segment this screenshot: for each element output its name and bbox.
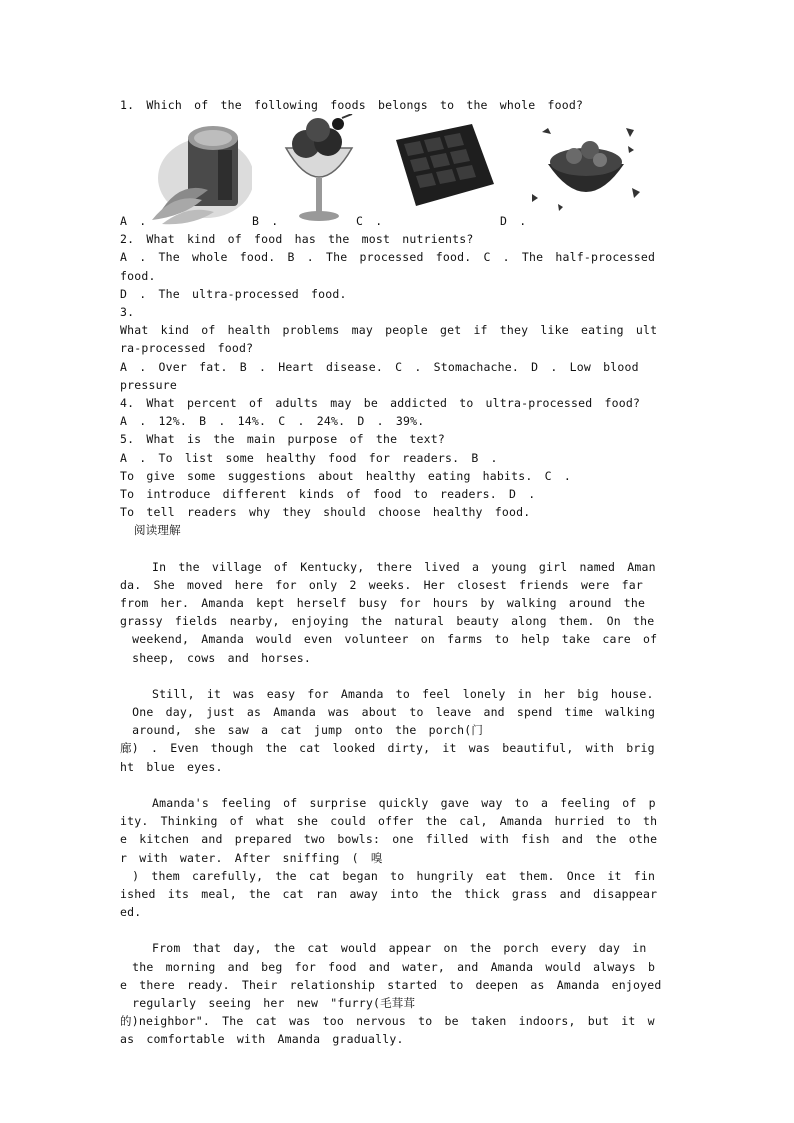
passage-line: In the village of Kentucky, there lived a young girl named Aman <box>152 559 656 574</box>
section-title: 阅读理解 <box>134 523 181 538</box>
question-5-options-line1: A . To list some healthy food for readers. B . <box>120 450 498 465</box>
option-c-label: C . <box>356 214 383 228</box>
option-d-label: D . <box>500 214 527 228</box>
passage-line: One day, just as Amanda was about to leave and spend time walking <box>120 705 656 720</box>
bowl-of-nuts-image <box>528 124 646 220</box>
passage-line: r with water. After sniffing ( 嗅 <box>120 850 383 865</box>
passage-line: weekend, Amanda would even volunteer on farms to help take care of <box>120 632 658 647</box>
chocolate-bar-image <box>388 120 500 212</box>
passage-line: ity. Thinking of what she could offer the cal, Amanda hurried to th <box>120 814 658 829</box>
passage-line: 的)neighbor". The cat was too nervous to be taken indoors, but it w <box>120 1014 655 1029</box>
passage-line: 廊) . Even though the cat looked dirty, it was beautiful, with brig <box>120 741 655 756</box>
passage-line: ed. <box>120 905 142 920</box>
passage-line: da. She moved here for only 2 weeks. Her closest friends were far <box>120 577 644 592</box>
question-2-options-line1: A . The whole food. B . The processed food. C . The half-processed food. <box>120 250 668 283</box>
passage-line: ished its meal, the cat ran away into the thick grass and disappear <box>120 886 658 901</box>
option-b-label: B . <box>252 214 279 228</box>
question-3-stem-line2: ra-processed food? <box>120 341 254 356</box>
passage-paragraph-2 <box>120 685 676 776</box>
passage-line: grassy fields nearby, enjoying the natural beauty along them. On the <box>120 614 655 629</box>
question-5-options-line2: To give some suggestions about healthy eating habits. C . <box>120 468 572 483</box>
question-4-options: A . 12%. B . 14%. C . 24%. D . 39%. <box>120 414 425 429</box>
passage-paragraph-3 <box>120 794 676 921</box>
question-3-number: 3. <box>120 305 135 320</box>
ice-cream-sundae-image <box>276 114 362 226</box>
passage-line: Amanda's feeling of surprise quickly gave way to a feeling of p <box>152 795 656 810</box>
passage-line: around, she saw a cat jump onto the porch(门 <box>120 723 484 738</box>
passage-line: e kitchen and prepared two bowls: one filled with fish and the othe <box>120 832 658 847</box>
passage-line: e there ready. Their relationship started to deepen as Amanda enjoyed <box>120 977 662 992</box>
question-5-options-line3: To introduce different kinds of food to readers. D . <box>120 487 536 502</box>
passage-line: From that day, the cat would appear on the porch every day in <box>152 941 647 956</box>
question-3-options: A . Over fat. B . Heart disease. C . Stomachache. D . Low blood pressure <box>120 359 651 392</box>
passage-line: as comfortable with Amanda gradually. <box>120 1032 404 1047</box>
passage-line: ht blue eyes. <box>120 759 223 774</box>
option-a-label: A . <box>120 214 147 228</box>
question-1-options <box>120 114 676 230</box>
passage-paragraph-1 <box>120 558 676 667</box>
question-5-stem: 5. What is the main purpose of the text? <box>120 432 445 447</box>
passage-paragraph-4 <box>120 939 676 1048</box>
potato-chips-can-image <box>148 120 252 226</box>
question-2-stem: 2. What kind of food has the most nutrients? <box>120 232 474 247</box>
question-5-options-line4: To tell readers why they should choose healthy food. <box>120 505 531 520</box>
passage-line: Still, it was easy for Amanda to feel lonely in her big house. <box>152 686 654 701</box>
worksheet-page <box>120 96 676 1049</box>
question-1-stem: 1. Which of the following foods belongs to the whole food? <box>120 98 584 112</box>
question-3-stem-line1: What kind of health problems may people get if they like eating ult <box>120 323 658 338</box>
passage-line: from her. Amanda kept herself busy for hours by walking around the <box>120 596 646 611</box>
passage-line: ) them carefully, the cat began to hungrily eat them. Once it fin <box>120 868 656 883</box>
passage-line: regularly seeing her new "furry(毛茸茸 <box>120 995 416 1010</box>
passage-line: the morning and beg for food and water, and Amanda would always b <box>120 959 656 974</box>
passage-line: sheep, cows and horses. <box>120 650 311 665</box>
question-4-stem: 4. What percent of adults may be addicted to ultra-processed food? <box>120 396 641 411</box>
question-2-options-line2: D . The ultra-processed food. <box>120 286 347 301</box>
